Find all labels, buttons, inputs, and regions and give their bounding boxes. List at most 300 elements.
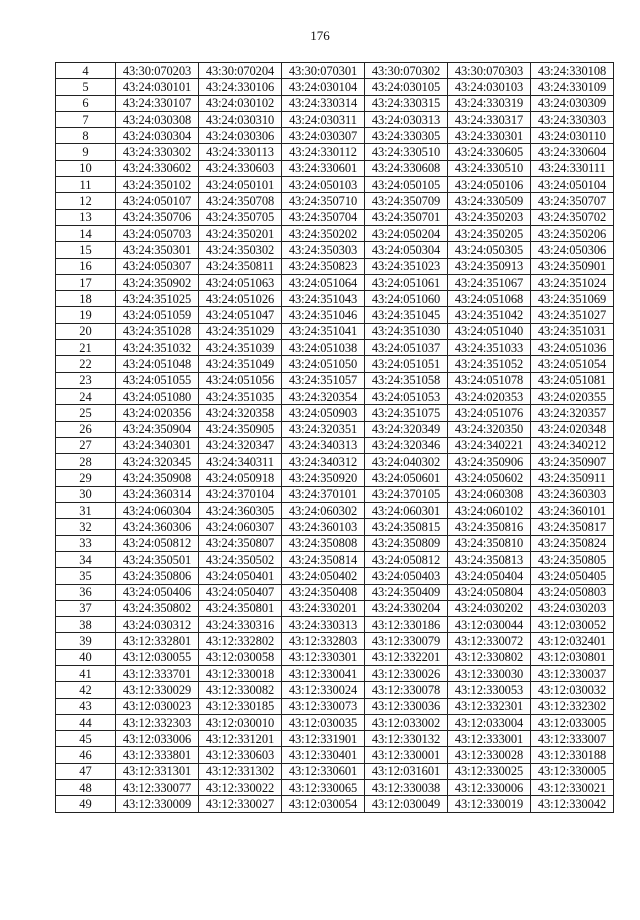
cadastral-number-cell: 43:24:051037: [365, 340, 448, 356]
row-number-cell: 41: [56, 665, 116, 681]
cadastral-number-cell: 43:24:351069: [531, 291, 614, 307]
cadastral-number-cell: 43:24:330319: [448, 95, 531, 111]
cadastral-number-cell: 43:24:051061: [365, 274, 448, 290]
row-number-cell: 5: [56, 79, 116, 95]
cadastral-number-cell: 43:12:030035: [282, 714, 365, 730]
table-row: [56, 796, 614, 812]
cadastral-number-cell: 43:24:320347: [199, 437, 282, 453]
row-number-cell: 36: [56, 584, 116, 600]
cadastral-number-cell: 43:24:351075: [365, 405, 448, 421]
cadastral-number-cell: 43:24:050407: [199, 584, 282, 600]
cadastral-number-cell: 43:24:320354: [282, 388, 365, 404]
cadastral-number-cell: 43:24:330603: [199, 160, 282, 176]
cadastral-number-cell: 43:24:350805: [531, 551, 614, 567]
row-number-cell: 8: [56, 128, 116, 144]
cadastral-number-cell: 43:12:330065: [282, 780, 365, 796]
cadastral-number-cell: 43:30:070203: [116, 63, 199, 79]
cadastral-number-cell: 43:24:330509: [448, 193, 531, 209]
cadastral-number-cell: 43:24:050903: [282, 405, 365, 421]
table-row: [56, 568, 614, 584]
cadastral-number-cell: 43:24:360303: [531, 486, 614, 502]
row-number-cell: 7: [56, 111, 116, 127]
cadastral-number-cell: 43:24:050306: [531, 242, 614, 258]
cadastral-number-cell: 43:24:051076: [448, 405, 531, 421]
cadastral-number-cell: 43:12:330019: [448, 796, 531, 812]
cadastral-number-cell: 43:24:350409: [365, 584, 448, 600]
table-row: [56, 470, 614, 486]
cadastral-number-cell: 43:24:350913: [448, 258, 531, 274]
cadastral-number-cell: 43:12:330037: [531, 665, 614, 681]
cadastral-number-cell: 43:24:050106: [448, 177, 531, 193]
row-number-cell: 48: [56, 780, 116, 796]
cadastral-number-cell: 43:12:330029: [116, 682, 199, 698]
cadastral-number-cell: 43:24:350823: [282, 258, 365, 274]
cadastral-number-cell: 43:12:033005: [531, 714, 614, 730]
cadastral-number-cell: 43:12:330072: [448, 633, 531, 649]
cadastral-number-cell: 43:24:030313: [365, 111, 448, 127]
row-number-cell: 47: [56, 763, 116, 779]
row-number-cell: 35: [56, 568, 116, 584]
cadastral-number-cell: 43:24:051040: [448, 323, 531, 339]
cadastral-number-cell: 43:24:350817: [531, 519, 614, 535]
cadastral-number-cell: 43:24:051081: [531, 372, 614, 388]
cadastral-number-cell: 43:24:330113: [199, 144, 282, 160]
cadastral-number-cell: 43:24:350205: [448, 225, 531, 241]
cadastral-number-cell: 43:24:030307: [282, 128, 365, 144]
table-row: [56, 421, 614, 437]
cadastral-number-cell: 43:12:333001: [448, 731, 531, 747]
cadastral-number-cell: 43:24:050812: [116, 535, 199, 551]
cadastral-number-cell: 43:24:340312: [282, 454, 365, 470]
row-number-cell: 43: [56, 698, 116, 714]
table-row: [56, 731, 614, 747]
cadastral-number-cell: 43:12:330601: [282, 763, 365, 779]
cadastral-number-cell: 43:24:350501: [116, 551, 199, 567]
cadastral-number-cell: 43:24:030101: [116, 79, 199, 95]
cadastral-number-cell: 43:24:051036: [531, 340, 614, 356]
cadastral-number-cell: 43:12:330018: [199, 665, 282, 681]
cadastral-number-cell: 43:24:350911: [531, 470, 614, 486]
cadastral-number-cell: 43:12:330036: [365, 698, 448, 714]
table-row: [56, 551, 614, 567]
cadastral-number-cell: 43:12:330186: [365, 617, 448, 633]
cadastral-number-cell: 43:12:330022: [199, 780, 282, 796]
cadastral-number-cell: 43:24:330204: [365, 600, 448, 616]
cadastral-number-cell: 43:24:351027: [531, 307, 614, 323]
table-row: [56, 291, 614, 307]
cadastral-number-cell: 43:24:340313: [282, 437, 365, 453]
cadastral-number-cell: 43:24:050307: [116, 258, 199, 274]
cadastral-number-cell: 43:24:350809: [365, 535, 448, 551]
cadastral-number-cell: 43:24:350807: [199, 535, 282, 551]
cadastral-number-cell: 43:24:051080: [116, 388, 199, 404]
cadastral-number-cell: 43:24:051078: [448, 372, 531, 388]
cadastral-number-cell: 43:24:051059: [116, 307, 199, 323]
cadastral-number-cell: 43:24:351039: [199, 340, 282, 356]
cadastral-number-cell: 43:12:030032: [531, 682, 614, 698]
cadastral-number-cell: 43:24:350302: [199, 242, 282, 258]
cadastral-number-cell: 43:24:351033: [448, 340, 531, 356]
cadastral-number-cell: 43:24:320357: [531, 405, 614, 421]
cadastral-number-cell: 43:24:030310: [199, 111, 282, 127]
table-row: [56, 63, 614, 79]
cadastral-number-cell: 43:24:030306: [199, 128, 282, 144]
cadastral-number-cell: 43:30:070204: [199, 63, 282, 79]
cadastral-number-cell: 43:24:330313: [282, 617, 365, 633]
table-row: [56, 405, 614, 421]
row-number-cell: 40: [56, 649, 116, 665]
cadastral-number-cell: 43:12:332302: [531, 698, 614, 714]
table-row: [56, 177, 614, 193]
cadastral-number-cell: 43:24:060307: [199, 519, 282, 535]
row-number-cell: 6: [56, 95, 116, 111]
cadastral-number-cell: 43:12:332301: [448, 698, 531, 714]
cadastral-number-cell: 43:24:330303: [531, 111, 614, 127]
cadastral-number-cell: 43:24:050204: [365, 225, 448, 241]
cadastral-number-cell: 43:24:060102: [448, 503, 531, 519]
cadastral-number-cell: 43:12:332303: [116, 714, 199, 730]
cadastral-number-cell: 43:24:350206: [531, 225, 614, 241]
row-number-cell: 42: [56, 682, 116, 698]
cadastral-number-cell: 43:24:351058: [365, 372, 448, 388]
cadastral-number-cell: 43:24:350801: [199, 600, 282, 616]
cadastral-number-cell: 43:24:051048: [116, 356, 199, 372]
row-number-cell: 26: [56, 421, 116, 437]
cadastral-number-cell: 43:24:051055: [116, 372, 199, 388]
cadastral-number-cell: 43:12:330001: [365, 747, 448, 763]
row-number-cell: 49: [56, 796, 116, 812]
page-number: 176: [310, 28, 330, 43]
row-number-cell: 9: [56, 144, 116, 160]
cadastral-number-cell: 43:30:070301: [282, 63, 365, 79]
cadastral-number-cell: 43:24:030203: [531, 600, 614, 616]
row-number-cell: 21: [56, 340, 116, 356]
cadastral-number-cell: 43:24:351023: [365, 258, 448, 274]
cadastral-number-cell: 43:24:051051: [365, 356, 448, 372]
table-row: [56, 111, 614, 127]
row-number-cell: 28: [56, 454, 116, 470]
cadastral-number-cell: 43:30:070302: [365, 63, 448, 79]
cadastral-number-cell: 43:24:051038: [282, 340, 365, 356]
cadastral-number-cell: 43:24:350701: [365, 209, 448, 225]
cadastral-number-cell: 43:24:060302: [282, 503, 365, 519]
cadastral-number-cell: 43:24:030110: [531, 128, 614, 144]
cadastral-number-cell: 43:24:330605: [448, 144, 531, 160]
cadastral-number-cell: 43:24:050101: [199, 177, 282, 193]
cadastral-number-cell: 43:24:351067: [448, 274, 531, 290]
cadastral-number-cell: 43:24:350815: [365, 519, 448, 535]
cadastral-number-cell: 43:24:320345: [116, 454, 199, 470]
row-number-cell: 13: [56, 209, 116, 225]
row-number-cell: 33: [56, 535, 116, 551]
cadastral-number-cell: 43:24:350907: [531, 454, 614, 470]
cadastral-number-cell: 43:24:050406: [116, 584, 199, 600]
cadastral-number-cell: 43:24:350303: [282, 242, 365, 258]
cadastral-number-cell: 43:12:330006: [448, 780, 531, 796]
cadastral-number-cell: 43:24:351028: [116, 323, 199, 339]
table-row: [56, 95, 614, 111]
row-number-cell: 39: [56, 633, 116, 649]
cadastral-number-cell: 43:24:350906: [448, 454, 531, 470]
cadastral-number-cell: 43:24:360306: [116, 519, 199, 535]
cadastral-number-cell: 43:12:030054: [282, 796, 365, 812]
row-number-cell: 23: [56, 372, 116, 388]
row-number-cell: 45: [56, 731, 116, 747]
cadastral-number-cell: 43:24:051068: [448, 291, 531, 307]
row-number-cell: 44: [56, 714, 116, 730]
cadastral-number-cell: 43:24:351043: [282, 291, 365, 307]
cadastral-number-cell: 43:24:351041: [282, 323, 365, 339]
cadastral-quarters-table: [55, 62, 614, 813]
cadastral-number-cell: 43:12:330026: [365, 665, 448, 681]
cadastral-number-cell: 43:24:350811: [199, 258, 282, 274]
cadastral-number-cell: 43:24:030104: [282, 79, 365, 95]
cadastral-number-cell: 43:24:040302: [365, 454, 448, 470]
cadastral-number-cell: 43:12:330078: [365, 682, 448, 698]
cadastral-number-cell: 43:24:050803: [531, 584, 614, 600]
cadastral-number-cell: 43:12:330038: [365, 780, 448, 796]
cadastral-number-cell: 43:12:330603: [199, 747, 282, 763]
cadastral-number-cell: 43:24:051060: [365, 291, 448, 307]
row-number-cell: 38: [56, 617, 116, 633]
cadastral-number-cell: 43:24:351046: [282, 307, 365, 323]
cadastral-number-cell: 43:12:330077: [116, 780, 199, 796]
cadastral-number-cell: 43:12:330024: [282, 682, 365, 698]
cadastral-number-cell: 43:24:351031: [531, 323, 614, 339]
cadastral-number-cell: 43:24:350710: [282, 193, 365, 209]
cadastral-number-cell: 43:24:050404: [448, 568, 531, 584]
table-row: [56, 617, 614, 633]
cadastral-number-cell: 43:24:050105: [365, 177, 448, 193]
cadastral-number-cell: 43:24:350708: [199, 193, 282, 209]
table-row: [56, 79, 614, 95]
cadastral-number-cell: 43:24:050601: [365, 470, 448, 486]
cadastral-number-cell: 43:24:351042: [448, 307, 531, 323]
cadastral-number-cell: 43:24:330315: [365, 95, 448, 111]
cadastral-number-cell: 43:24:050402: [282, 568, 365, 584]
cadastral-number-cell: 43:12:330802: [448, 649, 531, 665]
cadastral-number-cell: 43:12:333801: [116, 747, 199, 763]
cadastral-number-cell: 43:24:030308: [116, 111, 199, 127]
row-number-cell: 16: [56, 258, 116, 274]
row-number-cell: 4: [56, 63, 116, 79]
cadastral-number-cell: 43:24:050703: [116, 225, 199, 241]
table-row: [56, 503, 614, 519]
cadastral-number-cell: 43:12:332803: [282, 633, 365, 649]
cadastral-number-cell: 43:24:320358: [199, 405, 282, 421]
cadastral-number-cell: 43:24:350102: [116, 177, 199, 193]
cadastral-number-cell: 43:12:333007: [531, 731, 614, 747]
row-number-cell: 18: [56, 291, 116, 307]
cadastral-number-cell: 43:24:030312: [116, 617, 199, 633]
cadastral-number-cell: 43:24:351057: [282, 372, 365, 388]
cadastral-number-cell: 43:24:351024: [531, 274, 614, 290]
cadastral-number-cell: 43:12:330082: [199, 682, 282, 698]
row-number-cell: 32: [56, 519, 116, 535]
cadastral-number-cell: 43:24:330109: [531, 79, 614, 95]
cadastral-number-cell: 43:24:330316: [199, 617, 282, 633]
cadastral-number-cell: 43:24:351052: [448, 356, 531, 372]
cadastral-number-cell: 43:12:332801: [116, 633, 199, 649]
table-row: [56, 600, 614, 616]
cadastral-number-cell: 43:24:360305: [199, 503, 282, 519]
table-row: [56, 274, 614, 290]
cadastral-number-cell: 43:12:030044: [448, 617, 531, 633]
cadastral-number-cell: 43:24:350706: [116, 209, 199, 225]
cadastral-number-cell: 43:24:320349: [365, 421, 448, 437]
row-number-cell: 27: [56, 437, 116, 453]
cadastral-number-cell: 43:24:030304: [116, 128, 199, 144]
cadastral-number-cell: 43:30:070303: [448, 63, 531, 79]
cadastral-number-cell: 43:24:350704: [282, 209, 365, 225]
cadastral-number-cell: 43:12:330005: [531, 763, 614, 779]
cadastral-number-cell: 43:24:350709: [365, 193, 448, 209]
cadastral-number-cell: 43:12:331301: [116, 763, 199, 779]
cadastral-number-cell: 43:12:033006: [116, 731, 199, 747]
cadastral-number-cell: 43:12:331201: [199, 731, 282, 747]
cadastral-number-cell: 43:12:331901: [282, 731, 365, 747]
table-row: [56, 535, 614, 551]
cadastral-number-cell: 43:24:350902: [116, 274, 199, 290]
cadastral-number-cell: 43:24:370105: [365, 486, 448, 502]
cadastral-number-cell: 43:24:350802: [116, 600, 199, 616]
cadastral-number-cell: 43:24:330106: [199, 79, 282, 95]
cadastral-number-cell: 43:24:050812: [365, 551, 448, 567]
table-row: [56, 193, 614, 209]
cadastral-number-cell: 43:24:350905: [199, 421, 282, 437]
cadastral-number-cell: 43:12:030049: [365, 796, 448, 812]
cadastral-number-cell: 43:24:050305: [448, 242, 531, 258]
table-row: [56, 519, 614, 535]
cadastral-number-cell: 43:24:330604: [531, 144, 614, 160]
cadastral-number-cell: 43:12:330132: [365, 731, 448, 747]
cadastral-number-cell: 43:24:350816: [448, 519, 531, 535]
cadastral-number-cell: 43:24:330510: [448, 160, 531, 176]
cadastral-number-cell: 43:24:330111: [531, 160, 614, 176]
row-number-cell: 31: [56, 503, 116, 519]
cadastral-number-cell: 43:12:330027: [199, 796, 282, 812]
cadastral-number-cell: 43:24:330301: [448, 128, 531, 144]
table-row: [56, 698, 614, 714]
row-number-cell: 46: [56, 747, 116, 763]
table-row: [56, 584, 614, 600]
cadastral-number-cell: 43:24:051063: [199, 274, 282, 290]
row-number-cell: 30: [56, 486, 116, 502]
table-row: [56, 649, 614, 665]
cadastral-number-cell: 43:24:350810: [448, 535, 531, 551]
cadastral-number-cell: 43:24:051050: [282, 356, 365, 372]
cadastral-number-cell: 43:24:330608: [365, 160, 448, 176]
cadastral-number-cell: 43:12:330042: [531, 796, 614, 812]
cadastral-number-cell: 43:24:351045: [365, 307, 448, 323]
cadastral-number-cell: 43:12:330185: [199, 698, 282, 714]
table-row: [56, 209, 614, 225]
cadastral-number-cell: 43:12:030055: [116, 649, 199, 665]
cadastral-number-cell: 43:12:030052: [531, 617, 614, 633]
cadastral-number-cell: 43:24:030103: [448, 79, 531, 95]
cadastral-number-cell: 43:24:030105: [365, 79, 448, 95]
row-number-cell: 19: [56, 307, 116, 323]
table-row: [56, 323, 614, 339]
table-row: [56, 665, 614, 681]
cadastral-number-cell: 43:12:330188: [531, 747, 614, 763]
cadastral-number-cell: 43:12:330053: [448, 682, 531, 698]
cadastral-number-cell: 43:12:030010: [199, 714, 282, 730]
cadastral-number-cell: 43:24:060304: [116, 503, 199, 519]
cadastral-number-cell: 43:24:351035: [199, 388, 282, 404]
cadastral-number-cell: 43:24:350814: [282, 551, 365, 567]
cadastral-number-cell: 43:24:350502: [199, 551, 282, 567]
cadastral-number-cell: 43:24:330112: [282, 144, 365, 160]
cadastral-number-cell: 43:12:330025: [448, 763, 531, 779]
cadastral-number-cell: 43:24:350813: [448, 551, 531, 567]
cadastral-number-cell: 43:24:050804: [448, 584, 531, 600]
cadastral-number-cell: 43:12:330073: [282, 698, 365, 714]
table-row: [56, 633, 614, 649]
cadastral-number-cell: 43:24:050602: [448, 470, 531, 486]
row-number-cell: 10: [56, 160, 116, 176]
cadastral-number-cell: 43:24:030309: [531, 95, 614, 111]
cadastral-number-cell: 43:24:340221: [448, 437, 531, 453]
table-row: [56, 454, 614, 470]
cadastral-number-cell: 43:24:350904: [116, 421, 199, 437]
table-row: [56, 307, 614, 323]
cadastral-number-cell: 43:24:320351: [282, 421, 365, 437]
row-number-cell: 25: [56, 405, 116, 421]
cadastral-number-cell: 43:24:350920: [282, 470, 365, 486]
cadastral-number-cell: 43:24:350702: [531, 209, 614, 225]
cadastral-number-cell: 43:24:060301: [365, 503, 448, 519]
cadastral-number-cell: 43:24:051053: [365, 388, 448, 404]
cadastral-number-cell: 43:24:360101: [531, 503, 614, 519]
cadastral-number-cell: 43:24:370104: [199, 486, 282, 502]
cadastral-number-cell: 43:24:051047: [199, 307, 282, 323]
table-row: [56, 437, 614, 453]
cadastral-number-cell: 43:12:330301: [282, 649, 365, 665]
cadastral-number-cell: 43:12:030023: [116, 698, 199, 714]
cadastral-number-cell: 43:12:330028: [448, 747, 531, 763]
row-number-cell: 20: [56, 323, 116, 339]
cadastral-number-cell: 43:24:370101: [282, 486, 365, 502]
cadastral-number-cell: 43:24:050107: [116, 193, 199, 209]
cadastral-number-cell: 43:24:320346: [365, 437, 448, 453]
cadastral-number-cell: 43:24:340301: [116, 437, 199, 453]
cadastral-number-cell: 43:12:031601: [365, 763, 448, 779]
cadastral-number-cell: 43:24:030311: [282, 111, 365, 127]
table-row: [56, 160, 614, 176]
cadastral-number-cell: 43:12:332802: [199, 633, 282, 649]
cadastral-number-cell: 43:24:051026: [199, 291, 282, 307]
table-row: [56, 682, 614, 698]
cadastral-number-cell: 43:12:330041: [282, 665, 365, 681]
cadastral-number-cell: 43:24:351030: [365, 323, 448, 339]
cadastral-number-cell: 43:24:350808: [282, 535, 365, 551]
cadastral-number-cell: 43:24:030202: [448, 600, 531, 616]
cadastral-number-cell: 43:24:350707: [531, 193, 614, 209]
table-row: [56, 763, 614, 779]
table-row: [56, 714, 614, 730]
cadastral-number-cell: 43:24:340212: [531, 437, 614, 453]
cadastral-number-cell: 43:24:050403: [365, 568, 448, 584]
cadastral-number-cell: 43:24:350705: [199, 209, 282, 225]
row-number-cell: 15: [56, 242, 116, 258]
cadastral-number-cell: 43:24:330108: [531, 63, 614, 79]
cadastral-number-cell: 43:24:330107: [116, 95, 199, 111]
cadastral-number-cell: 43:24:340311: [199, 454, 282, 470]
table-row: [56, 144, 614, 160]
cadastral-number-cell: 43:24:050103: [282, 177, 365, 193]
row-number-cell: 12: [56, 193, 116, 209]
